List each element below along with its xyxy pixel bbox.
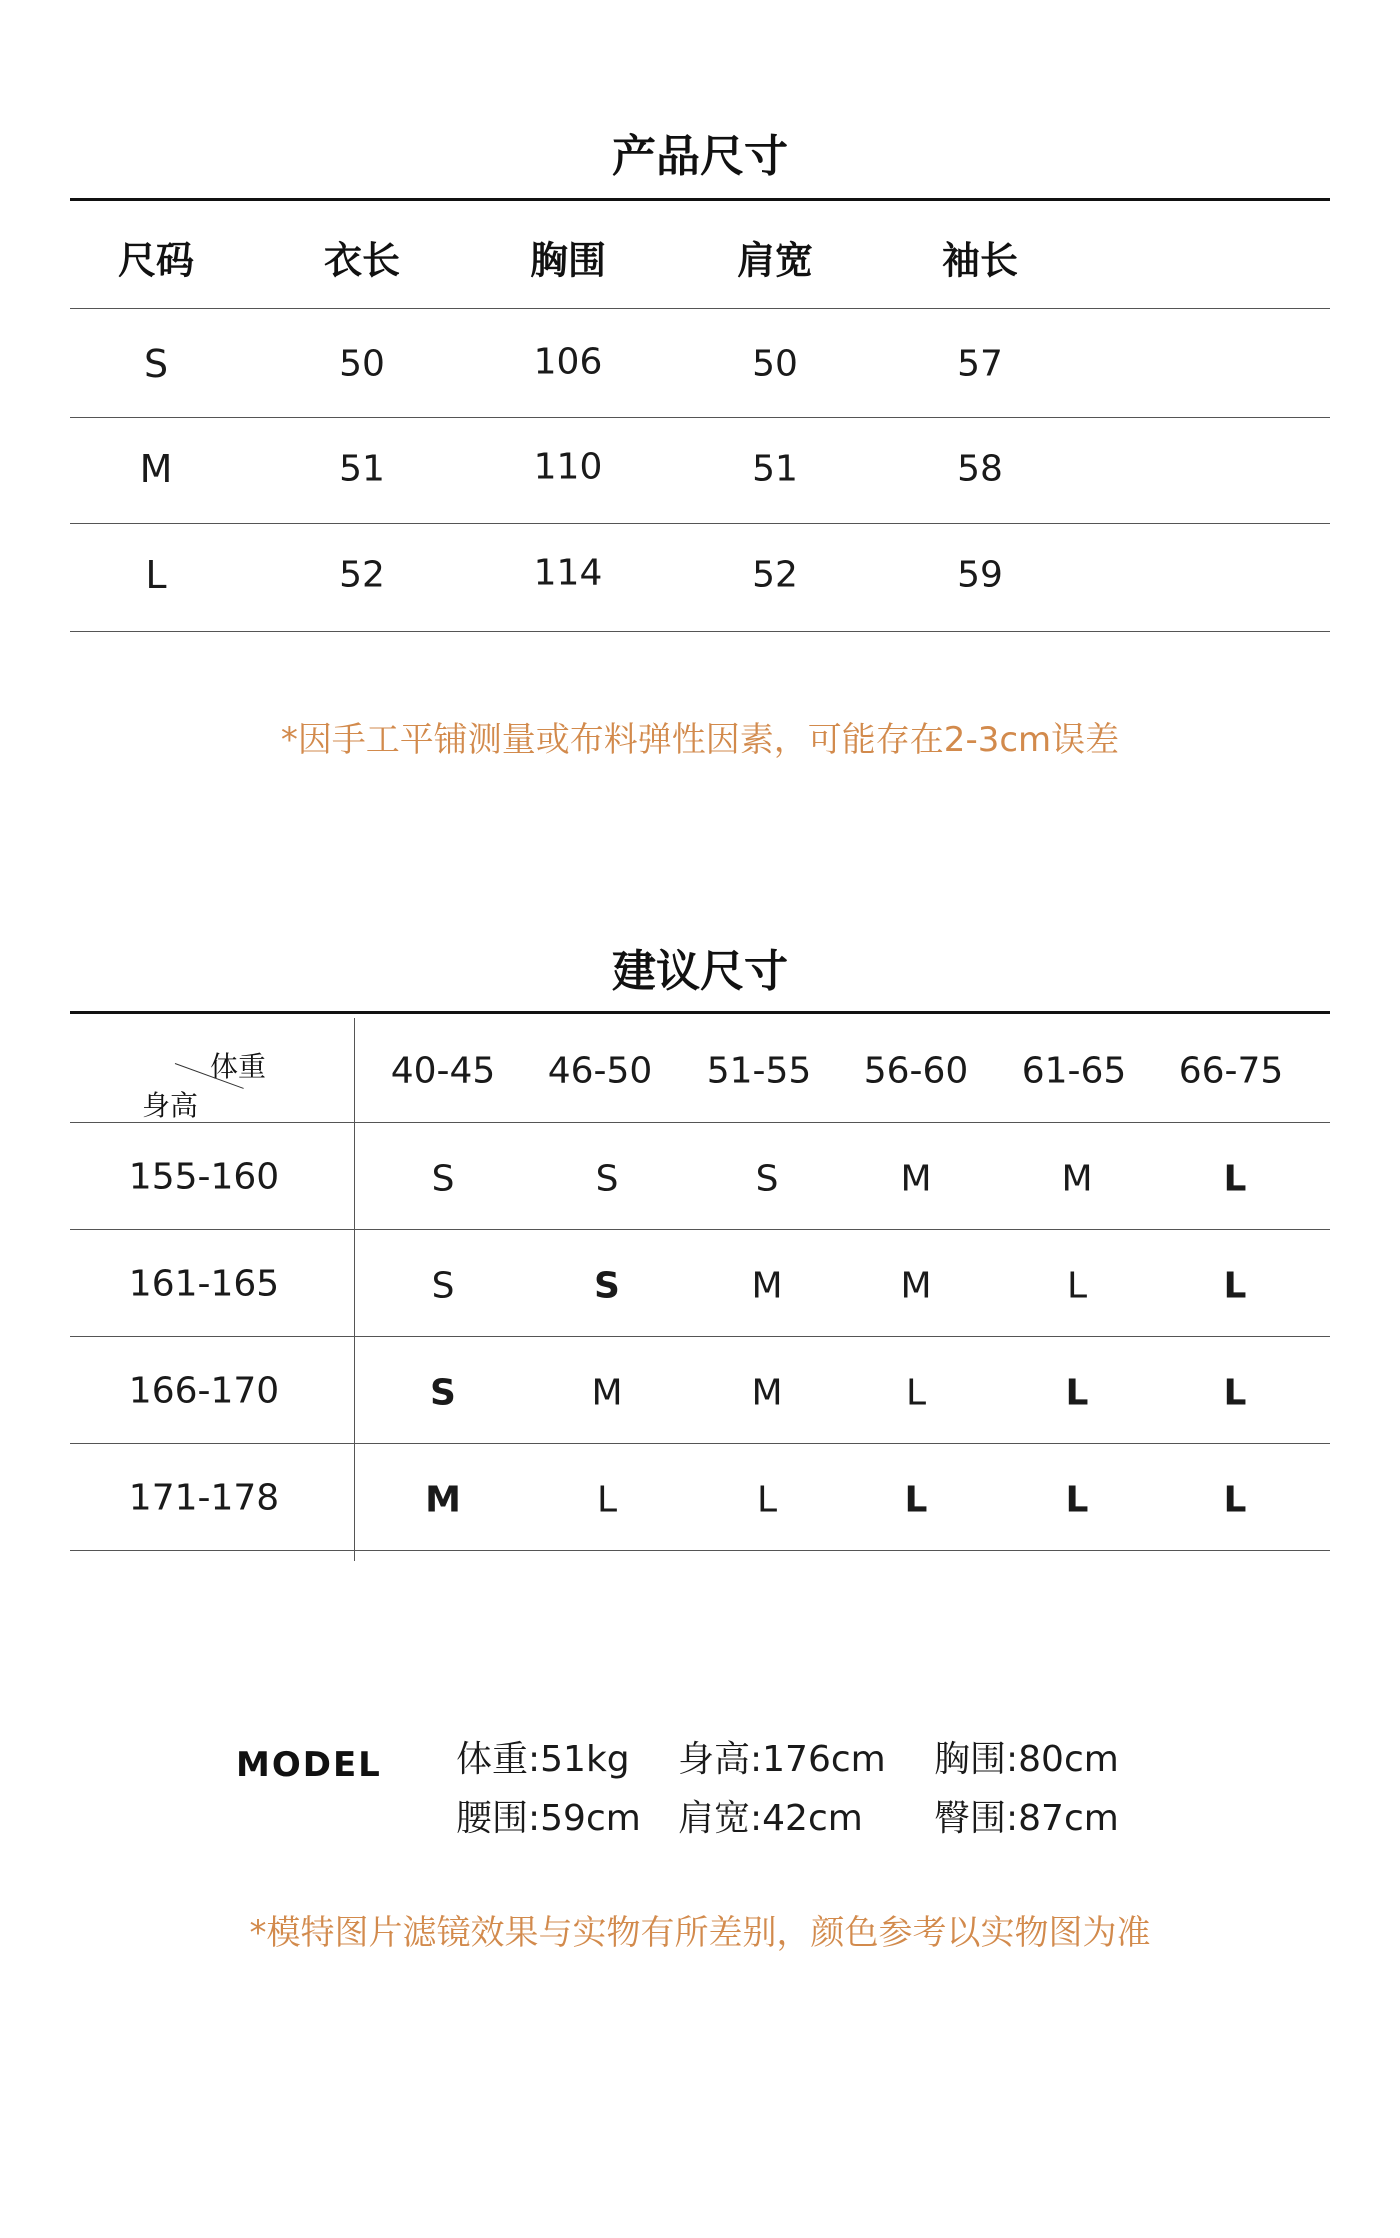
table-cell: 114: [533, 552, 603, 594]
table-cell: S: [431, 1158, 455, 1200]
table-cell: M: [900, 1265, 932, 1307]
table-cell: 58: [957, 448, 1003, 490]
table-cell: L: [1065, 1372, 1089, 1414]
corner-height-label: 身高: [142, 1089, 199, 1122]
model-height: 身高:176cm: [678, 1739, 886, 1780]
weight-range-header: 56-60: [863, 1050, 969, 1092]
table-cell: S: [755, 1158, 779, 1200]
table-cell: M: [751, 1372, 783, 1414]
table-cell: L: [1065, 1479, 1089, 1521]
row-divider: [70, 1122, 1330, 1123]
height-range-label: 166-170: [128, 1370, 280, 1412]
model-weight: 体重:51kg: [456, 1739, 630, 1780]
table-cell: L: [904, 1479, 928, 1521]
table-cell: M: [591, 1372, 623, 1414]
model-label: MODEL: [236, 1745, 382, 1785]
table-cell: S: [431, 1265, 455, 1307]
table-cell: 52: [339, 554, 385, 596]
table-cell: M: [900, 1158, 932, 1200]
col-header-size: 尺码: [117, 238, 195, 283]
row-divider: [70, 523, 1330, 524]
model-waist: 腰围:59cm: [456, 1798, 641, 1839]
col-header-chest: 胸围: [529, 238, 607, 283]
table-cell: L: [905, 1372, 927, 1414]
table-top-rule: [70, 1011, 1330, 1014]
col-header-length: 衣长: [323, 238, 401, 283]
row-divider: [70, 1229, 1330, 1230]
col-header-sleeve: 袖长: [941, 238, 1019, 283]
table-cell: L: [756, 1479, 778, 1521]
table-cell: 52: [752, 554, 798, 596]
model-shoulder: 肩宽:42cm: [678, 1798, 863, 1839]
table-cell: L: [1223, 1265, 1247, 1307]
table-cell: 106: [533, 341, 603, 383]
table-cell: 59: [957, 554, 1003, 596]
table-cell: 57: [957, 343, 1003, 385]
corner-weight-label: 体重: [210, 1050, 267, 1083]
height-range-label: 161-165: [128, 1263, 280, 1305]
col-header-shoulder: 肩宽: [736, 238, 814, 283]
model-chest: 胸围:80cm: [934, 1739, 1119, 1780]
table-cell: S: [430, 1372, 456, 1414]
column-divider: [354, 1018, 355, 1561]
color-note: *模特图片滤镜效果与实物有所差别，颜色参考以实物图为准: [249, 1913, 1151, 1953]
height-range-label: 171-178: [128, 1477, 280, 1519]
row-divider: [70, 417, 1330, 418]
weight-range-header: 61-65: [1021, 1050, 1127, 1092]
measurement-note: *因手工平铺测量或布料弹性因素，可能存在2-3cm误差: [280, 720, 1120, 760]
row-divider: [70, 308, 1330, 309]
table-cell: M: [139, 447, 173, 491]
table-cell: L: [1223, 1479, 1247, 1521]
table-cell: S: [595, 1158, 619, 1200]
row-divider: [70, 1336, 1330, 1337]
table-cell: 51: [752, 448, 798, 490]
table-cell: L: [1066, 1265, 1088, 1307]
weight-range-header: 40-45: [390, 1050, 496, 1092]
table-cell: L: [1223, 1372, 1247, 1414]
table-cell: L: [596, 1479, 618, 1521]
height-range-label: 155-160: [128, 1156, 280, 1198]
table-cell: S: [594, 1265, 620, 1307]
table-cell: L: [145, 553, 167, 597]
table-cell: 51: [339, 448, 385, 490]
table-cell: 110: [533, 446, 603, 488]
weight-range-header: 51-55: [706, 1050, 812, 1092]
table-cell: M: [1061, 1158, 1093, 1200]
weight-range-header: 46-50: [547, 1050, 653, 1092]
table-cell: M: [425, 1479, 461, 1521]
table-cell: M: [751, 1265, 783, 1307]
table-cell: 50: [752, 343, 798, 385]
table-cell: L: [1223, 1158, 1247, 1200]
row-divider: [70, 1443, 1330, 1444]
table-cell: S: [143, 342, 169, 386]
product-size-title: 产品尺寸: [612, 131, 788, 182]
table-cell: 50: [339, 343, 385, 385]
table-top-rule: [70, 198, 1330, 201]
row-divider: [70, 1550, 1330, 1551]
row-divider: [70, 631, 1330, 632]
suggested-size-title: 建议尺寸: [612, 946, 788, 997]
model-hip: 臀围:87cm: [934, 1798, 1119, 1839]
weight-range-header: 66-75: [1178, 1050, 1284, 1092]
